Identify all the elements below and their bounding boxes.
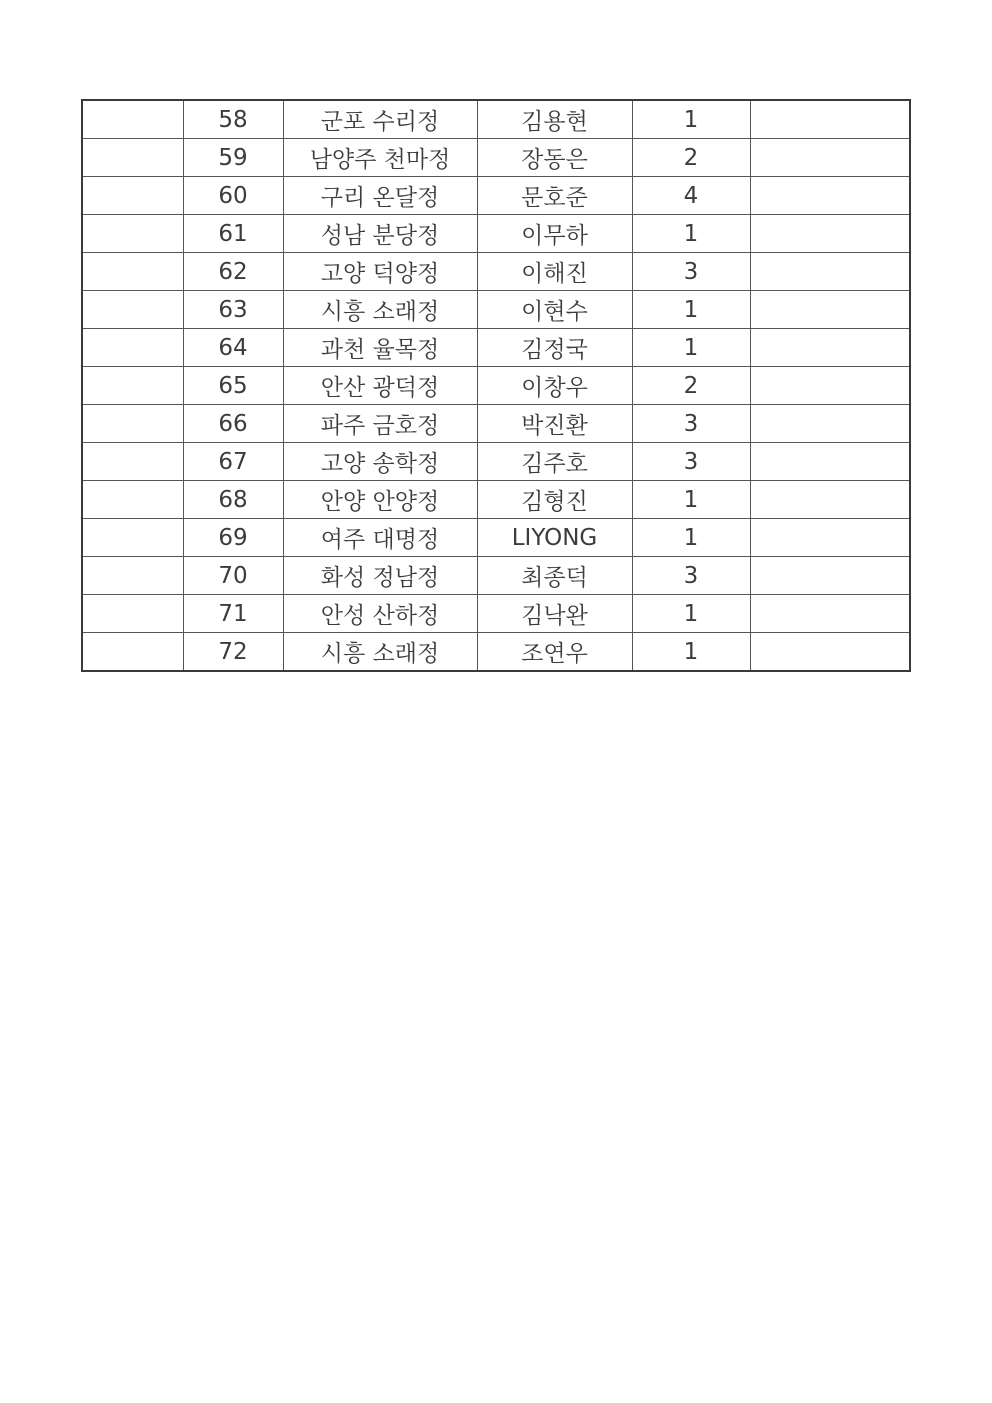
row-number-cell: 66: [183, 405, 283, 443]
row-number-cell: 65: [183, 367, 283, 405]
blank-cell-left: [82, 633, 183, 672]
blank-cell-right: [750, 139, 910, 177]
table-row: [82, 177, 910, 215]
table-row: [82, 481, 910, 519]
blank-cell-right: [750, 443, 910, 481]
row-number-cell: 61: [183, 215, 283, 253]
table-row: [82, 291, 910, 329]
blank-cell-left: [82, 595, 183, 633]
table-row: [82, 139, 910, 177]
count-cell: 2: [632, 367, 750, 405]
row-number-cell: 63: [183, 291, 283, 329]
row-number-cell: 62: [183, 253, 283, 291]
blank-cell-right: [750, 481, 910, 519]
blank-cell-right: [750, 177, 910, 215]
row-number-cell: 71: [183, 595, 283, 633]
blank-cell-left: [82, 443, 183, 481]
blank-cell-right: [750, 405, 910, 443]
player-name-cell: 김주호: [477, 443, 632, 481]
count-cell: 1: [632, 329, 750, 367]
club-cell: 시흥 소래정: [283, 633, 477, 672]
blank-cell-left: [82, 100, 183, 139]
count-cell: 4: [632, 177, 750, 215]
table-row: [82, 557, 910, 595]
roster-table: [81, 99, 911, 672]
document-sheet: [81, 99, 909, 672]
club-cell: 구리 온달정: [283, 177, 477, 215]
blank-cell-right: [750, 291, 910, 329]
roster-table-body: [82, 100, 910, 671]
club-cell: 안양 안양정: [283, 481, 477, 519]
blank-cell-left: [82, 405, 183, 443]
row-number-cell: 69: [183, 519, 283, 557]
blank-cell-right: [750, 367, 910, 405]
blank-cell-right: [750, 215, 910, 253]
count-cell: 1: [632, 633, 750, 672]
blank-cell-left: [82, 481, 183, 519]
player-name-cell: 최종덕: [477, 557, 632, 595]
table-row: [82, 367, 910, 405]
count-cell: 3: [632, 443, 750, 481]
count-cell: 2: [632, 139, 750, 177]
blank-cell-left: [82, 253, 183, 291]
blank-cell-right: [750, 633, 910, 672]
player-name-cell: 김낙완: [477, 595, 632, 633]
count-cell: 1: [632, 215, 750, 253]
table-row: [82, 329, 910, 367]
club-cell: 고양 송학정: [283, 443, 477, 481]
row-number-cell: 59: [183, 139, 283, 177]
count-cell: 1: [632, 291, 750, 329]
table-row: [82, 519, 910, 557]
blank-cell-left: [82, 291, 183, 329]
club-cell: 화성 정남정: [283, 557, 477, 595]
table-row: [82, 595, 910, 633]
blank-cell-left: [82, 519, 183, 557]
table-row: [82, 100, 910, 139]
club-cell: 안산 광덕정: [283, 367, 477, 405]
row-number-cell: 70: [183, 557, 283, 595]
player-name-cell: 장동은: [477, 139, 632, 177]
table-row: [82, 253, 910, 291]
table-row: [82, 633, 910, 672]
blank-cell-right: [750, 253, 910, 291]
blank-cell-left: [82, 215, 183, 253]
count-cell: 3: [632, 557, 750, 595]
player-name-cell: 김정국: [477, 329, 632, 367]
table-row: [82, 215, 910, 253]
club-cell: 남양주 천마정: [283, 139, 477, 177]
player-name-cell: 이현수: [477, 291, 632, 329]
blank-cell-right: [750, 595, 910, 633]
player-name-cell: 이무하: [477, 215, 632, 253]
club-cell: 안성 산하정: [283, 595, 477, 633]
table-row: [82, 405, 910, 443]
player-name-cell: 이창우: [477, 367, 632, 405]
blank-cell-right: [750, 557, 910, 595]
club-cell: 파주 금호정: [283, 405, 477, 443]
player-name-cell: LIYONG: [477, 519, 632, 557]
blank-cell-left: [82, 557, 183, 595]
blank-cell-right: [750, 519, 910, 557]
count-cell: 1: [632, 481, 750, 519]
blank-cell-left: [82, 139, 183, 177]
club-cell: 과천 율목정: [283, 329, 477, 367]
row-number-cell: 68: [183, 481, 283, 519]
count-cell: 1: [632, 519, 750, 557]
blank-cell-right: [750, 329, 910, 367]
club-cell: 시흥 소래정: [283, 291, 477, 329]
blank-cell-right: [750, 100, 910, 139]
count-cell: 3: [632, 405, 750, 443]
club-cell: 성남 분당정: [283, 215, 477, 253]
row-number-cell: 72: [183, 633, 283, 672]
blank-cell-left: [82, 177, 183, 215]
table-row: [82, 443, 910, 481]
player-name-cell: 문호준: [477, 177, 632, 215]
player-name-cell: 박진환: [477, 405, 632, 443]
count-cell: 1: [632, 100, 750, 139]
player-name-cell: 조연우: [477, 633, 632, 672]
blank-cell-left: [82, 367, 183, 405]
club-cell: 군포 수리정: [283, 100, 477, 139]
count-cell: 1: [632, 595, 750, 633]
player-name-cell: 이해진: [477, 253, 632, 291]
player-name-cell: 김형진: [477, 481, 632, 519]
row-number-cell: 64: [183, 329, 283, 367]
row-number-cell: 58: [183, 100, 283, 139]
row-number-cell: 60: [183, 177, 283, 215]
club-cell: 고양 덕양정: [283, 253, 477, 291]
blank-cell-left: [82, 329, 183, 367]
count-cell: 3: [632, 253, 750, 291]
club-cell: 여주 대명정: [283, 519, 477, 557]
row-number-cell: 67: [183, 443, 283, 481]
player-name-cell: 김용현: [477, 100, 632, 139]
